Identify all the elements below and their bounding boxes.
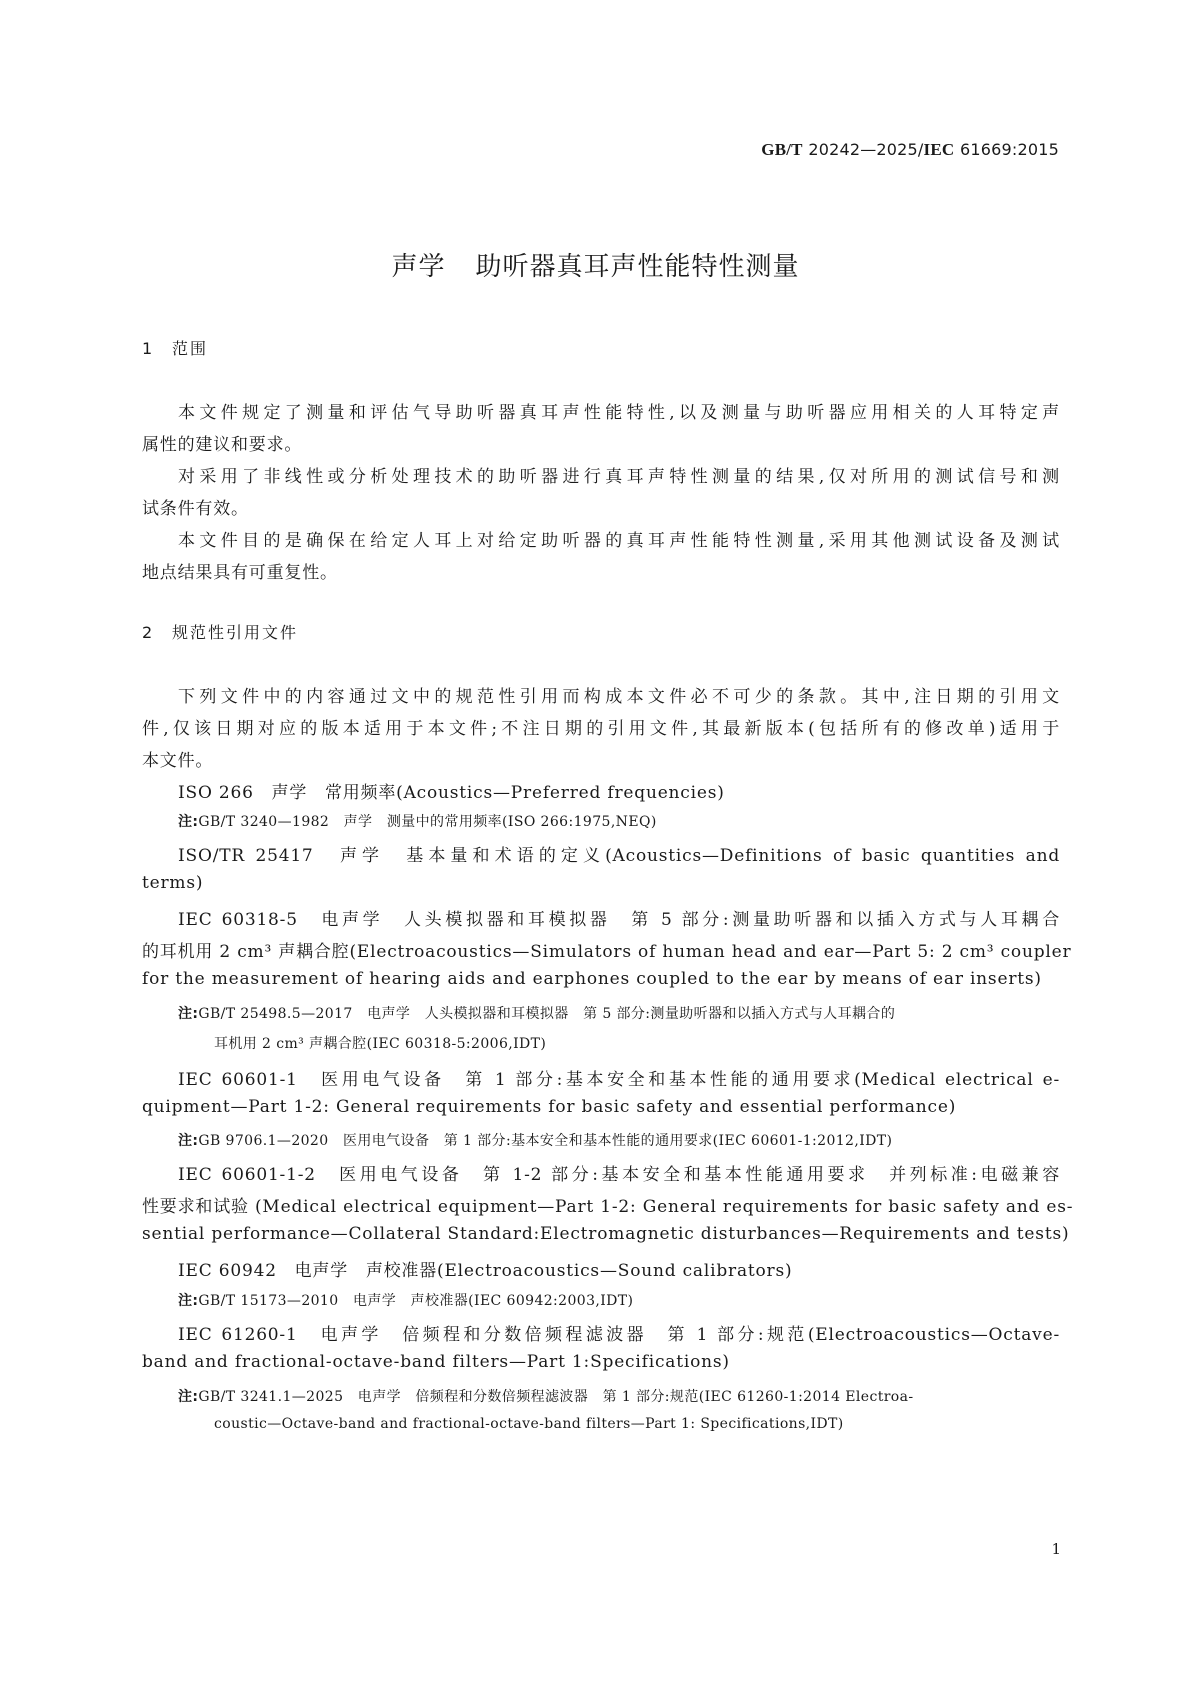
paragraph-line: 本文件目的是确保在给定人耳上对给定助听器的真耳声性能特性测量,采用其他测试设备及测试 [178, 531, 1060, 551]
reference-iec-61260-1: IEC 61260-1 电声学 倍频程和分数倍频程滤波器 第 1 部分:规范(Electroacoustics—Octave- [178, 1325, 1060, 1345]
reference-iec-60601-1-2: IEC 60601-1-2 医用电气设备 第 1-2 部分:基本安全和基本性能通用要求 并列标准:电磁兼容 [178, 1165, 1060, 1185]
reference-iec-60318-5: IEC 60318-5 电声学 人头模拟器和耳模拟器 第 5 部分:测量助听器和以插入方式与人耳耦合 [178, 910, 1060, 930]
section-number: 2 [142, 623, 155, 642]
section-2-heading [142, 620, 298, 643]
reference-note-continuation: 耳机用 2 cm³ 声耦合腔(IEC 60318-5:2006,IDT) [214, 1036, 547, 1052]
reference-note: 注:GB/T 3241.1—2025 电声学 倍频程和分数倍频程滤波器 第 1 部分:规范(IEC 61260-1:2014 Electroa- [178, 1389, 914, 1405]
paragraph-line: 对采用了非线性或分析处理技术的助听器进行真耳声特性测量的结果,仅对所用的测试信号和测 [178, 467, 1060, 487]
reference-iec-60942: IEC 60942 电声学 声校准器(Electroacoustics—Sound calibrators) [178, 1261, 793, 1281]
note-label: 注: [178, 1293, 199, 1309]
reference-iso-tr-25417: ISO/TR 25417 声学 基本量和术语的定义(Acoustics—Definitions of basic quantities and [178, 846, 1060, 866]
paragraph-line: 下列文件中的内容通过文中的规范性引用而构成本文件必不可少的条款。其中,注日期的引用文 [178, 687, 1060, 707]
section-1-heading [142, 336, 208, 359]
note-label: 注: [178, 1006, 199, 1022]
reference-iec-60601-1: IEC 60601-1 医用电气设备 第 1 部分:基本安全和基本性能的通用要求(Medical electrical e- [178, 1070, 1060, 1090]
note-label: 注: [178, 1133, 199, 1149]
reference-line: for the measurement of hearing aids and earphones coupled to the ear by means of ear inserts) [142, 969, 1042, 989]
reference-note: 注:GB/T 25498.5—2017 电声学 人头模拟器和耳模拟器 第 5 部分:测量助听器和以插入方式与人耳耦合的 [178, 1006, 896, 1022]
paragraph-line: 本文件规定了测量和评估气导助听器真耳声性能特性,以及测量与助听器应用相关的人耳特定声 [178, 403, 1060, 423]
reference-note: 注:GB 9706.1—2020 医用电气设备 第 1 部分:基本安全和基本性能的通用要求(IEC 60601-1:2012,IDT) [178, 1133, 893, 1149]
section-title: 范围 [172, 339, 209, 358]
code-number: 20242—2025/ [808, 140, 924, 159]
paragraph-line: 本文件。 [142, 751, 214, 771]
standard-code-header [761, 140, 1059, 160]
reference-line: 的耳机用 2 cm³ 声耦合腔(Electroacoustics—Simulators of human head and ear—Part 5: 2 cm³ coupler [142, 942, 1072, 962]
reference-iso-266: ISO 266 声学 常用频率(Acoustics—Preferred frequencies) [178, 783, 725, 803]
reference-note: 注:GB/T 3240—1982 声学 测量中的常用频率(ISO 266:1975,NEQ) [178, 814, 657, 830]
code-iec-number: 61669:2015 [959, 140, 1059, 159]
page-title [0, 246, 1191, 283]
reference-line: quipment—Part 1-2: General requirements for basic safety and essential performance) [142, 1097, 957, 1117]
paragraph-line: 件,仅该日期对应的版本适用于本文件;不注日期的引用文件,其最新版本(包括所有的修改单)适用于 [142, 719, 1060, 739]
code-iec: IEC [923, 140, 955, 159]
paragraph-line: 试条件有效。 [142, 499, 249, 519]
page-number: 1 [1051, 1540, 1061, 1558]
reference-line: terms) [142, 873, 204, 893]
note-label: 注: [178, 1389, 199, 1405]
reference-line: band and fractional-octave-band filters—Part 1:Specifications) [142, 1352, 730, 1372]
reference-line: 性要求和试验 (Medical electrical equipment—Part 1-2: General requirements for basic safety and es- [142, 1197, 1074, 1217]
code-prefix: GB/T [761, 140, 803, 159]
reference-note: 注:GB/T 15173—2010 电声学 声校准器(IEC 60942:2003,IDT) [178, 1293, 634, 1309]
note-label: 注: [178, 814, 199, 830]
section-title: 规范性引用文件 [172, 623, 299, 642]
reference-note-continuation: coustic—Octave-band and fractional-octave-band filters—Part 1: Specifications,IDT) [214, 1416, 844, 1432]
section-number: 1 [142, 339, 155, 358]
reference-line: sential performance—Collateral Standard:Electromagnetic disturbances—Requirements and tests) [142, 1224, 1070, 1244]
paragraph-line: 地点结果具有可重复性。 [142, 563, 338, 583]
title-part-1: 声学 [391, 252, 446, 282]
title-part-2: 助听器真耳声性能特性测量 [475, 252, 800, 282]
paragraph-line: 属性的建议和要求。 [142, 435, 303, 455]
